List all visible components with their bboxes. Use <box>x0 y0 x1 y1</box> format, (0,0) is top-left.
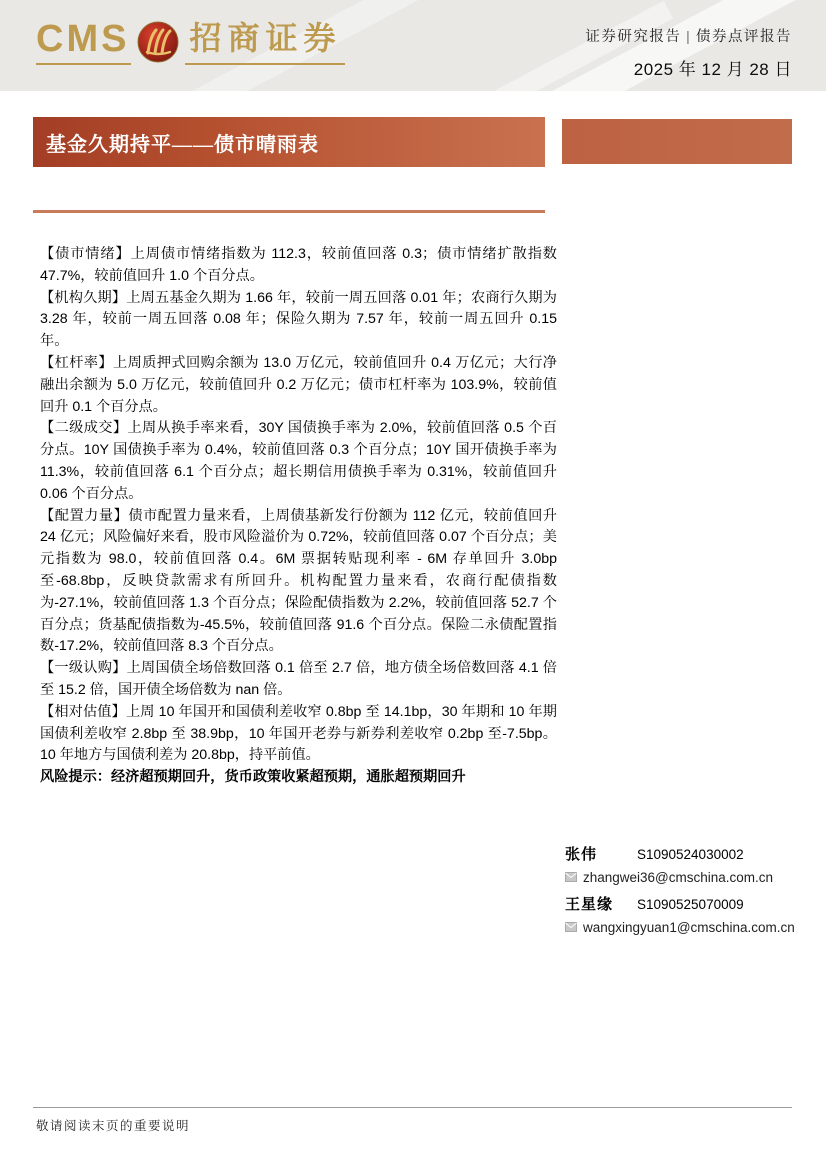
analyst-row <box>565 843 805 864</box>
analyst-email: zhangwei36@cmschina.com.cn <box>583 870 774 885</box>
cms-logo-text: CMS <box>36 20 131 65</box>
section-tag: 【配置力量】 <box>40 507 129 524</box>
paragraph-primary-subscription <box>40 658 557 702</box>
paragraph-allocation-power <box>40 506 557 659</box>
section-tag: 【杠杆率】 <box>40 354 114 371</box>
section-tag: 【二级成交】 <box>40 420 128 437</box>
section-text: 债市配置力量来看，上周债基新发行份额为 112 亿元，较前值回升 24 亿元；风险偏好来看，股市风险溢价为 0.72%，较前值回落 0.07 个百分点；美元指数为 98.0，较前值回落 0.4。6M 票据转贴现利率 - 6M 存单回升 3.0bp 至-68.8bp，反映贷款需求有所回升。机构配置力量来看，农商行配债指数为-27.1%，较前值回落 1.3 个百分点；保险配债指数为 2.2%，较前值回落 52.7 个百分点；货基配债指数为-45.5%，较前值回落 91.6 个百分点。保险二永债配置指数-17.2%，较前值回落 8.3 个百分点。 <box>40 507 557 655</box>
section-tag: 【相对估值】 <box>40 703 126 720</box>
report-body <box>40 244 557 789</box>
brand-name: 招商证券 <box>185 22 345 65</box>
paragraph-institution-duration <box>40 288 557 353</box>
side-accent-block <box>562 119 792 164</box>
section-text: 上周国债全场倍数回落 0.1 倍至 2.7 倍，地方债全场倍数回落 4.1 倍至 15.2 倍，国开债全场倍数为 nan 倍。 <box>40 660 557 698</box>
section-tag: 【债市情绪】 <box>40 246 131 262</box>
section-tag: 【机构久期】 <box>40 289 127 306</box>
report-date: 2025 年 12 月 28 日 <box>633 60 792 79</box>
analyst-email: wangxingyuan1@cmschina.com.cn <box>583 920 795 935</box>
section-text: 上周从换手率来看，30Y 国债换手率为 2.0%，较前值回落 0.5 个百分点。10Y 国债换手率为 0.4%，较前值回落 0.3 个百分点；10Y 国开债换手率为 11.3%，较前值回落 6.1 个百分点；超长期信用债换手率为 0.31%，较前值回升 0.06 个百分点。 <box>40 420 557 502</box>
analyst-email-row <box>565 869 805 886</box>
envelope-icon <box>565 922 577 932</box>
analyst-name: 张伟 <box>565 847 598 863</box>
report-type-label: 证券研究报告 | 债券点评报告 <box>585 29 792 45</box>
section-text: 上周债市情绪指数为 112.3，较前值回落 0.3；债市情绪扩散指数 47.7%，较前值回升 1.0 个百分点。 <box>40 246 557 284</box>
cms-badge-icon <box>137 21 179 63</box>
section-text: 上周质押式回购余额为 13.0 万亿元，较前值回升 0.4 万亿元；大行净融出余额为 5.0 万亿元，较前值回升 0.2 万亿元；债市杠杆率为 103.9%，较前值回升 0.1 个百分点。 <box>40 354 557 415</box>
report-title-bar <box>33 117 545 167</box>
header-meta <box>585 25 792 80</box>
footer-divider <box>33 1107 792 1108</box>
cms-logo <box>36 20 345 65</box>
title-divider <box>33 210 545 213</box>
analyst-cert-id: S1090524030002 <box>637 847 744 862</box>
paragraph-leverage <box>40 353 557 418</box>
header <box>0 0 826 91</box>
paragraph-relative-valuation <box>40 702 557 767</box>
analyst-block <box>565 843 805 943</box>
section-text: 上周 10 年国开和国债利差收窄 0.8bp 至 14.1bp，30 年期和 10 年期国债利差收窄 2.8bp 至 38.9bp，10 年国开老券与新券利差收窄 0.2bp 至-7.5bp。10 年地方与国债利差为 20.8bp，持平前值。 <box>40 703 557 764</box>
analyst-cert-id: S1090525070009 <box>637 897 744 912</box>
footer-disclaimer: 敬请阅读末页的重要说明 <box>36 1119 191 1133</box>
page-title: 基金久期持平——债市晴雨表 <box>46 133 319 156</box>
paragraph-bond-sentiment <box>40 244 557 288</box>
analyst-name: 王星缘 <box>565 897 614 913</box>
envelope-icon <box>565 872 577 882</box>
analyst-email-row <box>565 919 805 936</box>
paragraph-secondary-trading <box>40 418 557 505</box>
risk-warning: 风险提示：经济超预期回升，货币政策收紧超预期，通胀超预期回升 <box>40 769 466 786</box>
section-text: 上周五基金久期为 1.66 年，较前一周五回落 0.01 年；农商行久期为 3.28 年，较前一周五回落 0.08 年；保险久期为 7.57 年，较前一周五回升 0.15 年。 <box>40 289 557 350</box>
section-tag: 【一级认购】 <box>40 660 127 677</box>
analyst-row <box>565 893 805 914</box>
